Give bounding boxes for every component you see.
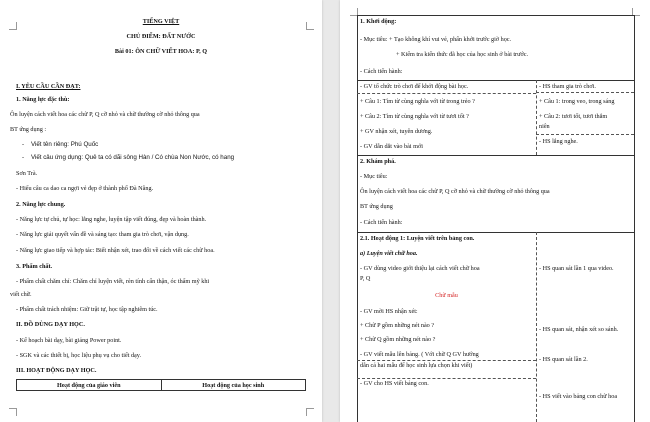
theme-title: CHỦ ĐIỂM: ĐẤT NƯỚC — [126, 33, 196, 40]
teacher-step: P, Q — [360, 275, 371, 282]
teacher-step: + Chữ P gồm những nét nào ? — [360, 322, 435, 329]
activity-heading: 2.1. Hoạt động 1: Luyện viết trên bảng con. — [360, 235, 475, 242]
row-divider — [357, 378, 536, 379]
paragraph: - Cách tiến hành: — [360, 219, 403, 226]
column-header-teacher: Hoạt động của giáo viên — [17, 380, 162, 391]
teacher-step: - GV mời HS nhận xét: — [360, 308, 418, 315]
subject-title: TIẾNG VIỆT — [142, 18, 180, 25]
student-step: - HS quan sát lần 2. — [539, 356, 588, 363]
paragraph: - Cách tiến hành: — [360, 68, 403, 75]
margin-mark — [306, 408, 314, 416]
teacher-step: - GV dùng video giới thiệu lại cách viết chữ hoa — [360, 265, 480, 272]
paragraph: - Phẩm chất trách nhiệm: Giữ trật tự, học tập nghiêm túc. — [16, 306, 158, 313]
student-step: - HS quan sát lần 1 qua video. — [539, 265, 614, 272]
margin-mark — [9, 408, 17, 416]
teacher-step: + Câu 2: Tìm từ cùng nghĩa với từ tươi tốt ? — [360, 113, 469, 120]
teacher-step: + Câu 1: Tìm từ cùng nghĩa với từ trong trẻo ? — [360, 98, 475, 105]
student-step: - HS tham gia trò chơi. — [539, 83, 596, 90]
teacher-step: + GV nhận xét, tuyên dương. — [360, 128, 433, 135]
paragraph: - Phẩm chất chăm chỉ: Chăm chỉ luyện viết, rèn tính cẩn thận, óc thẩm mỹ khi — [16, 278, 210, 285]
student-step: - HS quan sát, nhận xét so sánh. — [539, 326, 619, 333]
student-step: - HS lắng nghe. — [539, 138, 578, 145]
activity-table-header — [16, 379, 306, 391]
paragraph: Ôn luyện cách viết hoa các chữ P, Q cỡ nhỏ và chữ thường cỡ nhỏ thông qua — [10, 111, 200, 118]
paragraph: - Kế hoạch bài dạy, bài giảng Power point. — [16, 337, 122, 344]
subheading: 1. Năng lực đặc thù: — [16, 96, 70, 103]
column-divider — [536, 232, 537, 422]
section-heading: I. YÊU CẦU CẦN ĐẠT: — [16, 83, 81, 90]
teacher-step: dẫn cả hai mẫu để học sinh lựa chọn khi viết) — [360, 362, 473, 369]
paragraph: viết chữ. — [10, 291, 32, 298]
bullet-item: - Viết tên riêng: Phú Quốc — [22, 141, 99, 148]
table-divider — [357, 232, 634, 233]
paragraph: - Năng lực tự chủ, tự học: lắng nghe, luyện tập viết đúng, đẹp và hoàn thành. — [16, 216, 207, 223]
column-header-student: Hoạt động của học sinh — [161, 380, 306, 391]
paragraph: Sơn Trà. — [16, 170, 38, 177]
row-divider — [536, 134, 634, 135]
paragraph: Ôn luyện cách viết hoa các chữ P, Q cỡ nhỏ và chữ thường cỡ nhỏ thông qua — [360, 188, 550, 195]
document-page-right — [340, 0, 650, 422]
teacher-step: - GV tổ chức trò chơi để khởi động bài học. — [360, 83, 469, 90]
section-heading: III. HOẠT ĐỘNG DẠY HỌC. — [16, 367, 97, 374]
paragraph: - SGK và các thiết bị, học liệu phụ vụ cho tiết dạy. — [16, 352, 142, 359]
student-step: - HS viết vào bảng con chữ hoa — [539, 393, 618, 400]
paragraph: - Năng lực giải quyết vấn đề và sáng tạo: tham gia trò chơi, vận dụng. — [16, 231, 189, 238]
table-divider — [357, 155, 634, 156]
bullet-item: - Viết câu ứng dụng: Quê ta có dãi sông Hàn / Có chùa Non Nước, có hang — [22, 154, 235, 161]
subheading: 2. Năng lực chung. — [16, 201, 66, 208]
student-step: + Câu 1: trong veo, trong sáng — [539, 98, 615, 105]
subheading: 3. Phẩm chất. — [16, 263, 53, 270]
teacher-step: - GV viết mẫu lên bảng. ( Với chữ Q GV hướng — [360, 351, 479, 358]
student-step: niên — [539, 123, 550, 130]
paragraph: - Hiểu câu ca dao ca ngợi vẻ đẹp ở thành phố Đà Nẵng. — [16, 185, 154, 192]
row-divider — [357, 93, 536, 94]
paragraph: - Mục tiêu: — [360, 173, 388, 180]
paragraph: + Kiểm tra kiến thức đã học của học sinh ở bài trước. — [396, 51, 529, 58]
paragraph: - Năng lực giao tiếp và hợp tác: Biết nhận xét, trao đổi về cách viết các chữ hoa. — [16, 247, 215, 254]
section-heading: 1. Khởi động: — [360, 18, 397, 25]
activity-subheading: a) Luyện viết chữ hoa. — [360, 250, 418, 257]
paragraph: - Mục tiêu: + Tạo không khí vui vẻ, phấn khởi trước giờ học. — [360, 36, 512, 43]
row-divider — [536, 92, 634, 93]
row-divider — [357, 360, 536, 361]
table-divider — [357, 80, 634, 81]
teacher-step: - GV cho HS viết bảng con. — [360, 380, 429, 387]
model-letter-caption: Chữ mẫu — [435, 292, 458, 299]
teacher-step: + Chữ Q gồm những nét nào ? — [360, 336, 436, 343]
section-heading: II. ĐỒ DÙNG DẠY HỌC. — [16, 321, 85, 328]
lesson-title: Bài 01: ÔN CHỮ VIẾT HOA: P, Q — [114, 48, 208, 55]
document-page-left — [0, 0, 322, 422]
student-step: + Câu 2: tươi tốt, tươi thắm — [539, 113, 608, 120]
paragraph: BT ứng dụng — [360, 203, 393, 210]
teacher-step: - GV dẫn dắt vào bài mới — [360, 143, 423, 150]
section-heading: 2. Khám phá. — [360, 158, 396, 165]
paragraph: BT ứng dụng : — [10, 126, 47, 133]
